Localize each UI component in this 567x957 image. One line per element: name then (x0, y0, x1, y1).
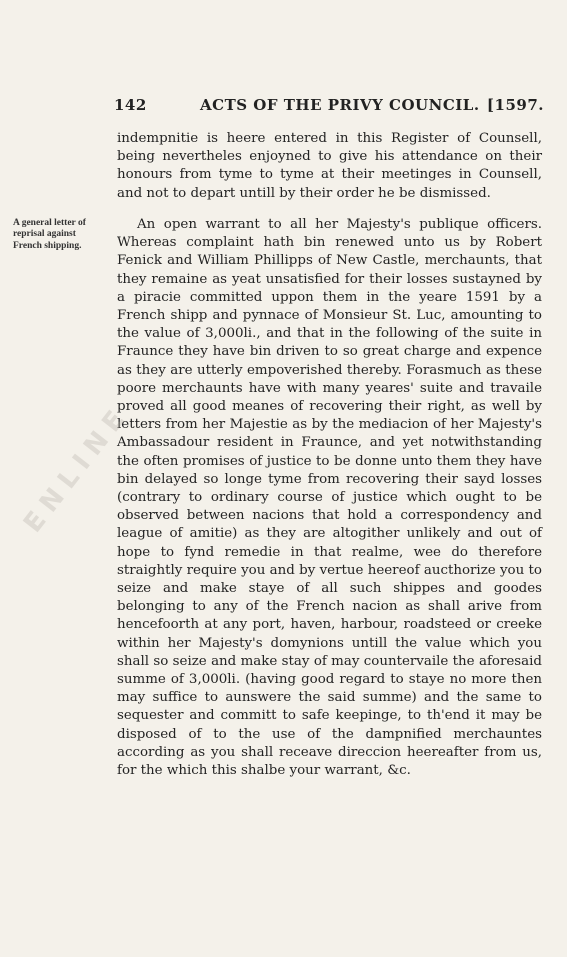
page-number: 142 (114, 96, 147, 114)
page-title: ACTS OF THE PRIVY COUNCIL. (200, 96, 480, 114)
header-year: [1597. (486, 96, 544, 114)
running-header (114, 96, 544, 116)
warrant-paragraph: An open warrant to all her Majesty's publique officers. Whereas complaint hath bin renewed unto us by Robert Fenick and William Phillipps of New Castle, merchaunts, that they remaine as yeat unsatisfied for their losses sustayned by a piracie committed uppon them in the yeare 1591 by a French shipp and pynnace of Monsieur St. Luc, amounting to the value of 3,000li., and that in the following of the suite in Fraunce they have bin driven to so great charge and expence as they are utterly empoverished thereby. Forasmuch as these poore merchaunts have with many yeares' suite and travaile proved all good meanes of recovering their right, as well by letters from her Majestie as by the mediacion of her Majesty's Ambassadour resident in Fraunce, and yet notwithstanding the often promises of justice to be donne unto them they have bin delayed so longe tyme from recovering their sayd losses (contrary to ordinary course of justice which ought to be observed between nacions that hold a correspondency and league of amitie) as they are altogither unlikely and out of hope to fynd remedie in that realme, wee do therefore straightly require you and by vertue heereof aucthorize you to seize and make staye of all such shippes and goodes belonging to any of the French nacion as shall arive from hencefoorth at any port, haven, harbour, roadsteed or creeke within her Majesty's domynions untill the value which you shall so seize and make stay of may countervaile the aforesaid summe of 3,000li. (having good regard to staye no more then may suffice to aunswere the said summe) and the same to sequester and committ to safe keepinge, to th'end it may be disposed of to the use of the dampnified merchauntes according as you shall receave direccion heereafter from us, for the which this shalbe your warrant, &c. (117, 217, 542, 779)
margin-note: A general letter of reprisal against French shipping. (13, 218, 86, 251)
continuation-paragraph: indempnitie is heere entered in this Register of Counsell, being nevertheles enjoyned to give his attendance on their honours from tyme to tyme at their meetinges in Counsell, and not to depart untill by their order he be dismissed. (117, 131, 542, 201)
watermark: ENLINE (18, 399, 137, 539)
